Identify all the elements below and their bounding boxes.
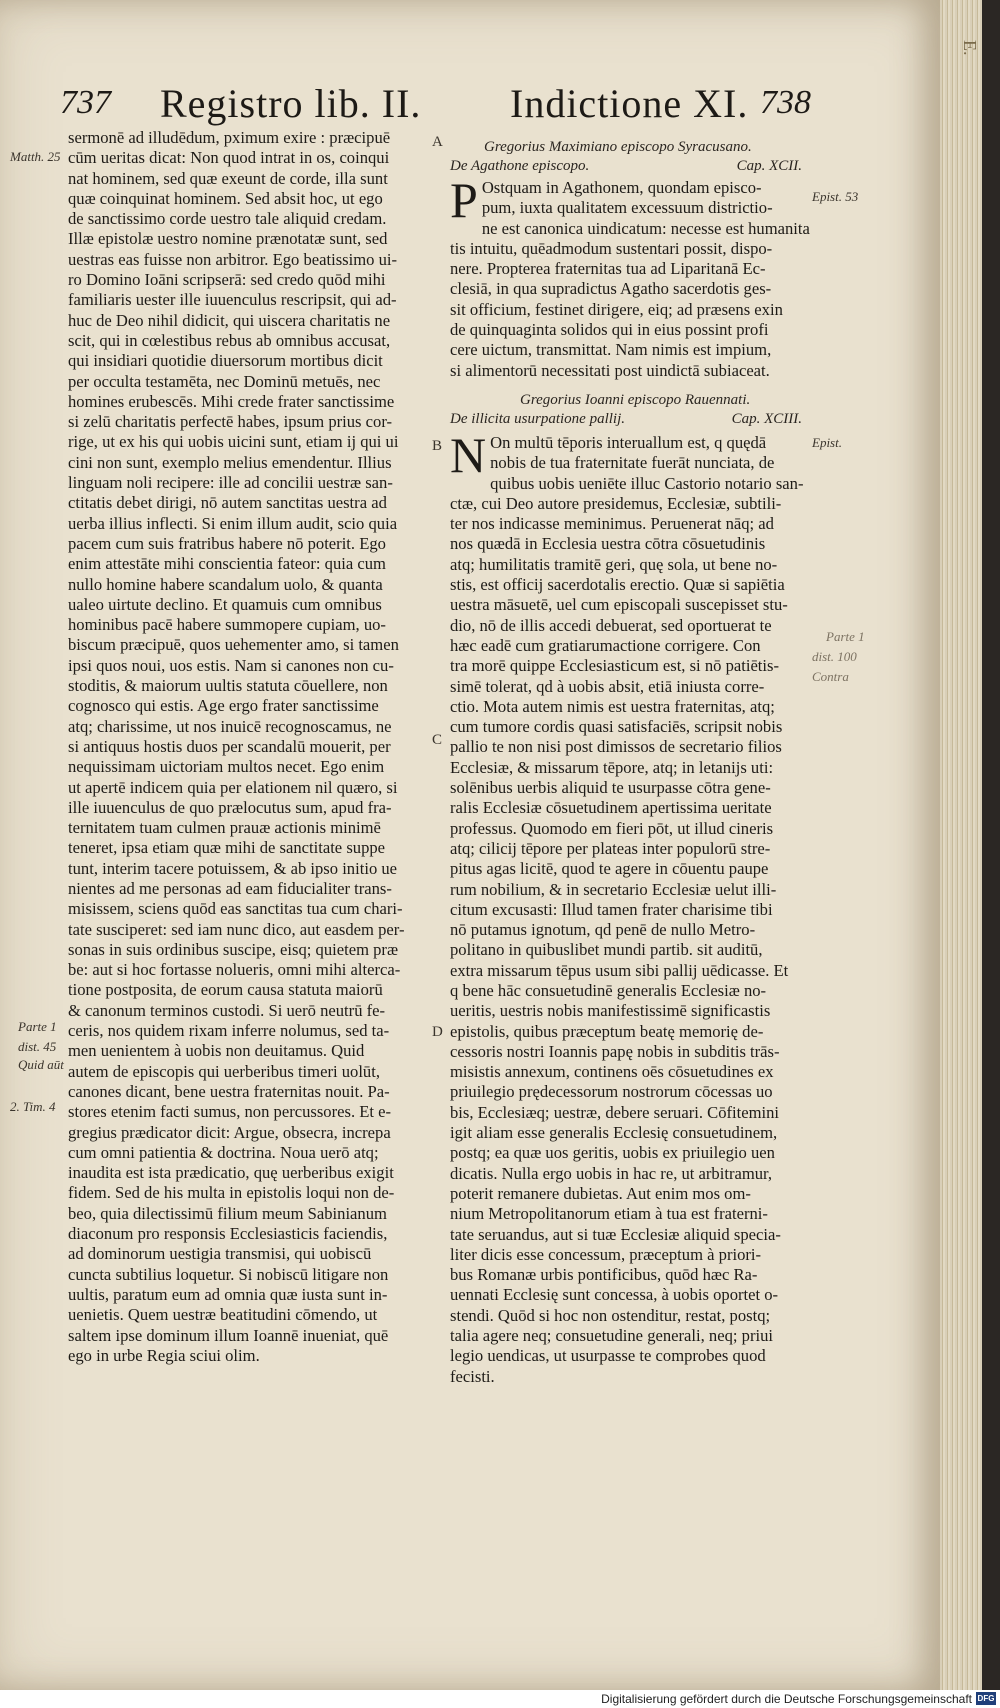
text-line: de quinquaginta solidos qui in eius possint profi bbox=[450, 320, 769, 340]
margin-note-matth: Matth. 25 bbox=[10, 149, 61, 164]
text-line: rige, ut ex his qui uobis uicini sunt, etiam ij qui ui bbox=[68, 432, 399, 452]
text-line: si zelū charitatis perfectē habes, ipsum prius cor- bbox=[68, 412, 393, 432]
text-line: fecisti. bbox=[450, 1366, 495, 1386]
text-line: inaudita est ista prædicatio, quę uerberibus exigit bbox=[68, 1163, 394, 1183]
text-line: uenietis. Quem uestræ beatitudini cōmendo, ut bbox=[68, 1305, 378, 1325]
text-line: bus Romanæ urbis pontificibus, quōd hæc Ra- bbox=[450, 1265, 758, 1285]
text-line: misissem, sciens quōd eas sanctitas tua cum chari- bbox=[68, 899, 403, 919]
text-line: legio uendicas, ut usurpasse te comprobes quod bbox=[450, 1346, 766, 1366]
letter-2 bbox=[450, 426, 804, 1387]
text-line: teneret, ipsa etiam quæ mihi de sanctitate suppe bbox=[68, 838, 386, 858]
text-line: poterit remanere dubietas. Aut enim mos om- bbox=[450, 1183, 751, 1203]
text-line: epistolis, quibus præceptum beatę memorię de- bbox=[450, 1021, 764, 1041]
letter-1 bbox=[450, 172, 810, 381]
text-line: cognosco qui estis. Age ergo frater sanctissime bbox=[68, 696, 379, 716]
text-line: quibus uobis ueniēte illuc Castorio notario san- bbox=[490, 473, 804, 493]
text-line: cuncta subtilius loquetur. Si nobiscū litigare non bbox=[68, 1264, 389, 1284]
rubric-2-title: Gregorius Ioanni episcopo Rauennati. bbox=[520, 391, 751, 408]
text-line: ipsi quos noui, uos estis. Nam si canones non cu- bbox=[68, 655, 394, 675]
text-line: men uenientem à uobis non deuitamus. Quid bbox=[68, 1041, 365, 1061]
text-line: nos quædā in Ecclesia uestra cōtra cōsuetudinis bbox=[450, 534, 766, 554]
letter-1-initial: P bbox=[450, 172, 478, 228]
text-line: solēnibus uerbis aliquid te usurpasse cōtra gene- bbox=[450, 778, 771, 798]
text-line: & canonum terminos custodi. Si uerō neutrū fe- bbox=[68, 1000, 386, 1020]
text-line: gregius prædicator dicit: Argue, obsecra, increpa bbox=[68, 1122, 391, 1142]
left-running-head: Registro lib. II. bbox=[160, 81, 422, 126]
text-line: bis, Ecclesiæq; uestræ, debere seruari. Cōfitemini bbox=[450, 1102, 780, 1122]
text-line: uerba illius inflecti. Si enim illum audit, scio quia bbox=[68, 513, 398, 533]
text-line: pacem cum suis fratribus habere nō poterit. Ego bbox=[68, 533, 386, 553]
text-line: cere uictum, transmittat. Nam nimis est impium, bbox=[450, 340, 772, 360]
text-line: sonas in suis ordinibus suscipe, eisq; quietem præ bbox=[68, 939, 399, 959]
text-line: postq; ea quæ uos geritis, uobis ex priuilegio uen bbox=[450, 1143, 775, 1163]
text-line: quæ coinquinat hominem. Sed absit hoc, ut ego bbox=[68, 188, 383, 208]
text-line: cini non sunt, exemplo melius emendentur. Illius bbox=[68, 452, 392, 472]
text-line: atq; cilicij tēpore per plateas inter populorū stre- bbox=[450, 838, 771, 858]
rubric-1-subtitle bbox=[450, 157, 802, 176]
text-line: stendi. Quōd si hoc non ostenditur, restat, postq; bbox=[450, 1305, 771, 1325]
text-line: saltem ipse dominum illum Ioannē inueniat, quē bbox=[68, 1325, 389, 1345]
text-line: cum omni patientia & doctrina. Noua uerō atq; bbox=[68, 1142, 379, 1162]
text-line: hominibus pacē habere summopere cupiam, uo- bbox=[68, 615, 386, 635]
text-line: nientes ad me personas ad eam fiducialiter trans- bbox=[68, 878, 392, 898]
text-line: stis, est officij sacerdotalis erectio. Quæ si sapiētia bbox=[450, 575, 785, 595]
text-line: citum excusasti: Illud tamen frater charisime tibi bbox=[450, 899, 773, 919]
letter-1-body bbox=[450, 172, 810, 381]
text-line: scit, qui in cœlestibus rebus ab omnibus accusat, bbox=[68, 330, 391, 350]
text-line: uultis, paratum eum ad omnia quæ iusta sunt in- bbox=[68, 1284, 388, 1304]
left-page-number: 737 bbox=[60, 84, 111, 121]
text-line: enim attestāte mihi conscientia fateor: quia cum bbox=[68, 554, 386, 574]
rubric-2-chapter: Cap. XCIII. bbox=[731, 410, 802, 427]
rubric-2-subtitle bbox=[450, 410, 802, 429]
text-line: tunt, interim tacere potuissem, & ab ipso initio ue bbox=[68, 858, 398, 878]
text-line: si alimentorū necessitati post uindictā subiaceat. bbox=[450, 360, 770, 380]
text-line: igit aliam esse generalis Ecclesię consuetudinem, bbox=[450, 1123, 778, 1143]
text-line: extra missarum tēpus usum sibi pallij uēdicasse. Et bbox=[450, 960, 789, 980]
text-line: stores etenim facti sumus, non percussores. Et e- bbox=[68, 1102, 392, 1122]
text-line: per occulta testamēta, nec Dominū metuēs, nec bbox=[68, 371, 381, 391]
text-line: be: aut si hoc fortasse nolueris, omni mihi alterca- bbox=[68, 960, 401, 980]
text-line: On multū tēporis interuallum est, q quędā bbox=[490, 432, 767, 452]
text-line: rum nobilium, & in secretario Ecclesiæ uelut illi- bbox=[450, 879, 777, 899]
margin-note-dist-right: dist. 100 bbox=[812, 649, 857, 664]
section-letter-a: A bbox=[432, 134, 443, 150]
left-text-column bbox=[68, 128, 430, 1366]
text-line: nium Metropolitanorum etiam à tua est fraterni- bbox=[450, 1204, 768, 1224]
text-line: pallio te non nisi post dimissos de secretario filios bbox=[450, 737, 782, 757]
rubric-1-title: Gregorius Maximiano episcopo Syracusano. bbox=[484, 139, 752, 155]
text-line: stoditis, & maiorum uultis statuta cōuellere, non bbox=[68, 676, 388, 696]
text-line: ro Domino Ioāni scripserā: sed credo quōd mihi bbox=[68, 270, 386, 290]
text-line: nobis de tua fraternitate fuerāt nunciata, de bbox=[490, 453, 775, 473]
right-running-head: Indictione XI. bbox=[510, 81, 749, 126]
text-line: homines erubescēs. Mihi crede frater sanctissime bbox=[68, 391, 395, 411]
text-line: ctæ, cui Deo autore presidemus, Ecclesiæ, subtili- bbox=[450, 493, 782, 513]
right-page-number: 738 bbox=[760, 84, 811, 121]
margin-note-parte-right: Parte 1 bbox=[826, 629, 865, 644]
text-line: ter nos indicasse meminimus. Peruenerat nāq; ad bbox=[450, 514, 774, 534]
text-line: hæc eadē cum gratiarumactione corrigere. Con bbox=[450, 635, 761, 655]
margin-note-tim: 2. Tim. 4 bbox=[10, 1099, 56, 1114]
margin-note-quid: Quid aūt bbox=[18, 1057, 64, 1072]
text-line: qui insidiari quotidie diuersorum mortibus dicit bbox=[68, 351, 383, 371]
text-line: ne est canonica uindicatum: necesse est humanita bbox=[481, 218, 810, 238]
text-line: ctitatis debet dirigi, nō autem sanctitas uestra ad bbox=[68, 493, 387, 513]
text-line: Ostquam in Agathonem, quondam episco- bbox=[481, 178, 762, 197]
dfg-logo: DFG bbox=[977, 1694, 995, 1703]
rubric-1-subject: De Agathone episcopo. bbox=[450, 158, 590, 174]
text-line: tione postposita, de eorum causa statuta maiorū bbox=[68, 980, 383, 1000]
text-line: fidem. Sed de his multa in epistolis loqui non de- bbox=[68, 1183, 395, 1203]
margin-note-epist53: Epist. 53 bbox=[812, 189, 859, 204]
text-line: huc de Deo nihil didicit, qui uiscera charitatis ne bbox=[68, 310, 391, 330]
text-line: nullo homine habere scandalum uolo, & quanta bbox=[68, 574, 383, 594]
text-line: nō putamus ignotum, qd penē de nullo Metro- bbox=[450, 920, 756, 940]
section-letter-b: B bbox=[432, 438, 443, 454]
text-line: talia agere neq; consuetudine generali, neq; priui bbox=[450, 1326, 773, 1346]
section-letter-d: D bbox=[432, 1024, 443, 1040]
text-line: uestras eas fuisse non arbitror. Ego beatissimo ui- bbox=[68, 249, 398, 269]
text-line: linguam noli recipere: ille ad concilii uestræ san- bbox=[68, 473, 393, 493]
text-line: atq; charissime, ut nos inuicē recognoscamus, ne bbox=[68, 716, 392, 736]
text-line: beo, quia dilectissimū filium meum Sabinianum bbox=[68, 1203, 387, 1223]
margin-note-contra: Contra bbox=[812, 669, 849, 684]
text-line: professus. Quomodo em fieri pōt, ut illud cineris bbox=[450, 818, 774, 838]
text-line: tra morē quippe Ecclesiasticum est, si nō patiētis- bbox=[450, 656, 780, 676]
rubric-1-chapter: Cap. XCII. bbox=[736, 158, 802, 174]
text-line: dicatis. Nulla ergo uobis in hac re, ut arbitramur, bbox=[450, 1163, 773, 1183]
digitization-footer bbox=[0, 1690, 1000, 1708]
text-line: ueritis, uestris nobis manifestissimē significastis bbox=[450, 1001, 771, 1021]
text-line: sermonē ad illudēdum, pximum exire : præcipuē bbox=[68, 128, 391, 147]
text-line: Illæ epistolæ uestro nomine prænotatæ sunt, sed bbox=[68, 229, 388, 249]
edge-tab-label: E. bbox=[960, 40, 980, 56]
text-line: ut apertē indicem quia per elationem nil quæro, si bbox=[68, 777, 398, 797]
text-line: tate seruandus, aut si tuæ Ecclesiæ aliquid specia- bbox=[450, 1224, 781, 1244]
text-line: clesiā, in qua supradictus Agatho sacerdotis ges- bbox=[450, 279, 772, 299]
text-line: simē tolerat, qd à uobis absit, etiā iniusta corre- bbox=[450, 676, 765, 696]
text-line: pum, iuxta qualitatem excessuum districtio- bbox=[481, 198, 773, 218]
text-line: uennati Ecclesię sunt concessa, à uobis oportet o- bbox=[450, 1285, 779, 1305]
text-line: nere. Propterea fraternitas tua ad Liparitanā Ec- bbox=[450, 259, 766, 279]
text-line: cum tumore cordis quasi satisfaciēs, scripsit nobis bbox=[450, 717, 783, 737]
text-line: uestra māsuetē, uel cum episcopali suscepisset stu- bbox=[450, 595, 788, 615]
text-line: ego in urbe Regia sciui olim. bbox=[68, 1345, 260, 1365]
rubric-2-subject: De illicita usurpatione pallij. bbox=[450, 410, 625, 427]
text-line: ad dominorum uestigia transmisi, qui uobiscū bbox=[68, 1244, 372, 1264]
margin-note-dist: dist. 45 bbox=[18, 1039, 57, 1054]
margin-note-epist: Epist. bbox=[812, 435, 842, 450]
text-line: ualeo uirtute declino. Et quamuis cum omnibus bbox=[68, 594, 382, 614]
text-line: cūm ueritas dicat: Non quod intrat in os, coinqui bbox=[68, 148, 390, 168]
text-line: ctio. Mota autem nimis est uestra fraternitas, atq; bbox=[450, 696, 775, 716]
text-line: nat hominem, sed quæ exeunt de corde, illa sunt bbox=[68, 168, 388, 188]
text-line: misistis annexum, continens oēs cōsuetudines ex bbox=[450, 1062, 774, 1082]
text-line: ceris, nos quidem rixam inferre nolumus, sed ta- bbox=[68, 1021, 390, 1041]
letter-2-initial: N bbox=[450, 426, 487, 483]
text-line: tate susciperet: sed iam nunc dico, aut easdem per- bbox=[68, 919, 405, 939]
text-line: si antiquus hostis duos per scandalū mouerit, per bbox=[68, 736, 391, 756]
text-line: priuilegio prędecessorum nostrorum cōcessas uo bbox=[450, 1082, 773, 1102]
text-line: biscum præcipuē, quos uehementer amo, si tamen bbox=[68, 635, 399, 655]
text-line: de sanctissimo corde uestro tale aliquid credam. bbox=[68, 209, 387, 229]
text-line: Ecclesiæ, & missarum tēpore, atq; in letanijs uti: bbox=[450, 757, 774, 777]
text-line: canones dicant, bene uestra fraternitas nouit. Pa- bbox=[68, 1081, 390, 1101]
text-line: familiaris uester ille iuuenculus rescripsit, qui ad- bbox=[68, 290, 397, 310]
footer-credit: Digitalisierung gefördert durch die Deutsche Forschungsgemeinschaft bbox=[601, 1692, 972, 1706]
letter-2-body bbox=[450, 426, 804, 1387]
text-line: autem de episcopis qui uerberibus timeri uolūt, bbox=[68, 1061, 380, 1081]
text-line: tis intuitu, quēadmodum sustentari possit, dispo- bbox=[450, 238, 773, 258]
text-line: atq; humilitatis tramitē geri, quę sola, ut bene no- bbox=[450, 554, 778, 574]
margin-note-parte: Parte 1 bbox=[18, 1019, 57, 1034]
text-line: dio, nō de illis accedi debuerat, sed oportuerat te bbox=[450, 615, 772, 635]
book-page-edges bbox=[940, 0, 982, 1690]
text-line: ternitatem tuam culmen prauæ actionis minimē bbox=[68, 818, 381, 838]
text-line: q bene hāc consuetudinē generalis Ecclesiæ no- bbox=[450, 980, 767, 1000]
text-line: sit officium, festinet dirigere, eiq; ad præsens exin bbox=[450, 299, 783, 319]
text-line: diaconum pro responsis Ecclesiasticis faciendis, bbox=[68, 1224, 388, 1244]
right-text-column bbox=[450, 138, 810, 1387]
text-line: politano in quibuslibet mundi partib. sit auditū, bbox=[450, 940, 763, 960]
text-line: pitus agas licitē, quod te agere in cōuentu paupe bbox=[450, 859, 769, 879]
text-line: liter dicis esse concessum, præceptum à priori- bbox=[450, 1244, 762, 1264]
text-line: cessoris nostri Ioannis papę nobis in subditis trās- bbox=[450, 1041, 780, 1061]
text-line: ralis Ecclesiæ cōsuetudinem apertissima ueritate bbox=[450, 798, 772, 818]
section-letter-c: C bbox=[432, 732, 443, 748]
text-line: nequissimam uictoriam multos necet. Ego enim bbox=[68, 757, 385, 777]
text-line: ille iuuenculus de quo prælocutus sum, apud fra- bbox=[68, 797, 392, 817]
